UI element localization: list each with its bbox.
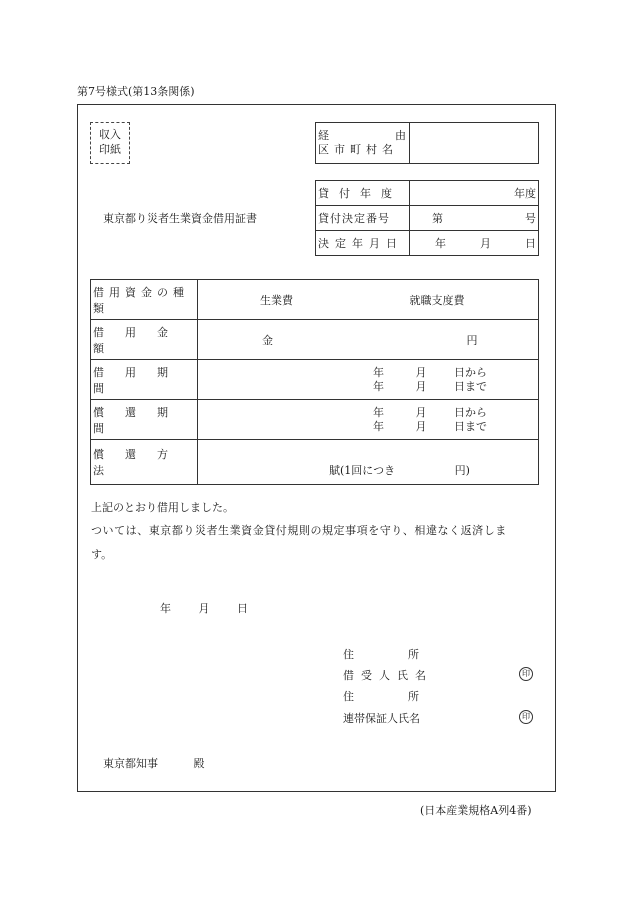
borrower-seal-mark <box>519 666 533 681</box>
repay-period-to-row <box>373 420 538 434</box>
signing-date[interactable] <box>160 600 248 616</box>
loan-info-table <box>315 180 539 256</box>
repay-method-prefix: 賦(1回につき <box>329 464 396 477</box>
statement-line3: す。 <box>91 548 113 561</box>
borrow-to-suffix: 日まで <box>454 379 487 393</box>
repay-method-label: 償還方法 <box>93 448 189 477</box>
repay-method-label-cell <box>91 440 198 485</box>
decision-date-label-cell <box>316 231 410 256</box>
borrow-period-value-cell[interactable] <box>198 360 539 400</box>
loan-details-table <box>90 279 539 485</box>
amount-label: 借用金額 <box>93 325 189 355</box>
loan-year-label: 貸付年度 <box>318 187 402 200</box>
fund-type-option-business[interactable]: 生業費 <box>260 293 293 307</box>
decision-no-suffix: 号 <box>525 212 536 225</box>
route-label-cell <box>316 123 410 164</box>
repay-period-label-cell <box>91 400 198 440</box>
revenue-stamp-box <box>90 122 130 164</box>
route-label-line2: 区市町村名 <box>318 143 398 156</box>
decision-date-day: 日 <box>525 237 536 250</box>
repay-from-month: 月 <box>415 405 427 419</box>
borrow-period-label-cell <box>91 360 198 400</box>
guarantor-name-label: 連帯保証人氏名 <box>343 712 420 725</box>
addressee <box>103 755 205 771</box>
signing-date-month: 月 <box>198 602 210 615</box>
decision-date-label: 決定年月日 <box>318 237 403 250</box>
decision-no-prefix: 第 <box>432 212 443 225</box>
borrow-from-month: 月 <box>415 365 427 379</box>
addressee-honorific: 殿 <box>193 757 205 770</box>
borrow-from-year: 年 <box>373 365 384 379</box>
borrow-period-label: 借用期間 <box>93 365 189 395</box>
repay-method-value-cell[interactable] <box>198 440 539 485</box>
repay-to-month: 月 <box>415 419 427 433</box>
decision-date-year: 年 <box>435 237 446 250</box>
repay-method-suffix: 円) <box>454 464 470 477</box>
loan-year-label-cell <box>316 181 410 206</box>
amount-value-cell[interactable] <box>198 320 539 360</box>
guarantor-seal-mark <box>519 709 533 724</box>
repay-period-label: 償還期間 <box>93 405 189 435</box>
amount-label-cell <box>91 320 198 360</box>
addressee-name: 東京都知事 <box>103 757 158 770</box>
paper-size-note: (日本産業規格A列4番) <box>420 804 532 817</box>
borrow-from-suffix: 日から <box>454 365 487 379</box>
decision-no-label: 貸付決定番号 <box>318 212 390 225</box>
decision-no-value-cell[interactable] <box>410 206 539 231</box>
repay-period-from-row <box>373 406 538 420</box>
repay-from-suffix: 日から <box>454 405 487 419</box>
fund-type-label: 借用資金の種類 <box>93 285 189 315</box>
amount-suffix: 円 <box>466 333 478 347</box>
repay-to-suffix: 日まで <box>454 419 487 433</box>
route-label-char1: 経 <box>318 129 329 142</box>
decision-date-value-cell[interactable] <box>410 231 539 256</box>
borrower-address-label: 住所 <box>343 648 473 661</box>
seal-icon: 印 <box>519 667 533 681</box>
fund-type-value-cell[interactable] <box>198 280 539 320</box>
route-label-char2: 由 <box>395 129 406 142</box>
route-value-cell[interactable] <box>410 123 539 164</box>
fund-type-label-cell <box>91 280 198 320</box>
signing-date-day: 日 <box>237 602 248 615</box>
borrow-period-to-row <box>373 380 538 394</box>
route-municipality-table <box>315 122 539 164</box>
borrow-period-from-row <box>373 366 538 380</box>
guarantor-address-label: 住所 <box>343 690 473 703</box>
form-number: 第7号様式(第13条関係) <box>77 85 195 98</box>
fund-type-option-employment[interactable]: 就職支度費 <box>409 293 465 307</box>
loan-year-value-cell[interactable] <box>410 181 539 206</box>
borrow-to-month: 月 <box>415 379 427 393</box>
decision-date-month: 月 <box>480 237 491 250</box>
amount-prefix: 金 <box>262 333 273 347</box>
statement-line2: ついては、東京都り災者生業資金貸付規則の規定事項を守り、相違なく返済しま <box>91 524 507 537</box>
loan-year-suffix: 年度 <box>514 187 536 200</box>
borrower-name-label: 借受人氏名 <box>343 669 433 682</box>
statement-line1: 上記のとおり借用しました。 <box>91 501 234 514</box>
decision-no-label-cell <box>316 206 410 231</box>
signing-date-year: 年 <box>160 602 171 615</box>
stamp-label-line2: 印紙 <box>99 143 121 156</box>
borrow-to-year: 年 <box>373 379 384 393</box>
repay-period-value-cell[interactable] <box>198 400 539 440</box>
repay-to-year: 年 <box>373 419 384 433</box>
seal-icon: 印 <box>519 710 533 724</box>
stamp-label-line1: 収入 <box>99 128 121 141</box>
document-title: 東京都り災者生業資金借用証書 <box>103 212 257 225</box>
repay-from-year: 年 <box>373 405 384 419</box>
